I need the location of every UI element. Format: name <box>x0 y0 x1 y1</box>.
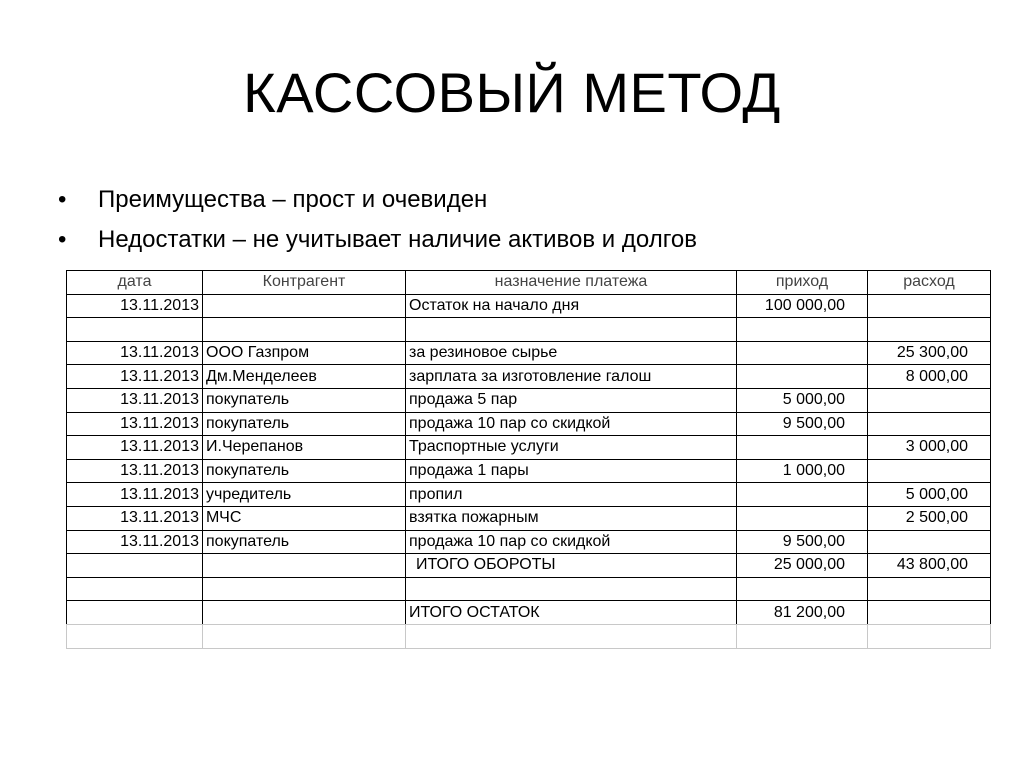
cell-income <box>737 506 868 530</box>
cell-expense <box>868 530 991 554</box>
cell-expense <box>868 412 991 436</box>
cell-income <box>737 341 868 365</box>
cell-expense <box>868 624 991 648</box>
cell-income: 100 000,00 <box>737 294 868 318</box>
table-row <box>67 506 991 530</box>
cell-income: 9 500,00 <box>737 530 868 554</box>
cell-purpose: продажа 5 пар <box>406 388 737 412</box>
table-row <box>67 459 991 483</box>
slide-title: КАССОВЫЙ МЕТОД <box>243 61 781 124</box>
cell-purpose: продажа 10 пар со скидкой <box>406 530 737 554</box>
cell-counterparty: ООО Газпром <box>203 341 406 365</box>
header-counterparty: Контрагент <box>203 271 406 295</box>
cell-income <box>737 577 868 601</box>
cell-date: 13.11.2013 <box>67 388 203 412</box>
cell-date <box>67 624 203 648</box>
cell-counterparty <box>203 577 406 601</box>
cell-date <box>67 577 203 601</box>
cell-date <box>67 601 203 625</box>
bullet-disadvantages <box>58 220 697 260</box>
cell-income: 1 000,00 <box>737 459 868 483</box>
cell-expense <box>868 577 991 601</box>
header-date: дата <box>67 271 203 295</box>
cell-purpose: продажа 10 пар со скидкой <box>406 412 737 436</box>
cell-purpose: пропил <box>406 483 737 507</box>
cell-expense <box>868 388 991 412</box>
cell-counterparty: И.Черепанов <box>203 436 406 460</box>
cell-date: 13.11.2013 <box>67 506 203 530</box>
cell-expense: 8 000,00 <box>868 365 991 389</box>
cell-income <box>737 436 868 460</box>
bullet-dot-icon: • <box>58 226 67 253</box>
cell-expense: 25 300,00 <box>868 341 991 365</box>
cell-counterparty <box>203 294 406 318</box>
header-income: приход <box>737 271 868 295</box>
cell-counterparty: покупатель <box>203 459 406 483</box>
bullet-advantages <box>58 180 697 220</box>
table-header-row <box>67 271 991 295</box>
cell-income <box>737 365 868 389</box>
cash-ledger-table <box>66 270 991 649</box>
bullet-dot-icon: • <box>58 186 67 213</box>
table-row <box>67 554 991 578</box>
cell-expense: 5 000,00 <box>868 483 991 507</box>
cell-counterparty: покупатель <box>203 412 406 436</box>
table-row <box>67 318 991 342</box>
cell-counterparty <box>203 318 406 342</box>
cell-purpose: продажа 1 пары <box>406 459 737 483</box>
cell-expense <box>868 459 991 483</box>
cell-purpose: зарплата за изготовление галош <box>406 365 737 389</box>
cell-counterparty: покупатель <box>203 530 406 554</box>
cell-date: 13.11.2013 <box>67 412 203 436</box>
cell-income: 81 200,00 <box>737 601 868 625</box>
cell-purpose: ИТОГО ОСТАТОК <box>406 601 737 625</box>
cell-purpose: за резиновое сырье <box>406 341 737 365</box>
cell-counterparty: МЧС <box>203 506 406 530</box>
bullet-advantages-text: Преимущества – прост и очевиден <box>98 186 488 213</box>
cell-income: 9 500,00 <box>737 412 868 436</box>
header-purpose: назначение платежа <box>406 271 737 295</box>
cell-counterparty <box>203 601 406 625</box>
table-row <box>67 624 991 648</box>
table-row <box>67 530 991 554</box>
table-row <box>67 577 991 601</box>
cell-purpose: Остаток на начало дня <box>406 294 737 318</box>
cell-expense <box>868 601 991 625</box>
cell-income <box>737 624 868 648</box>
bullet-list <box>58 180 697 260</box>
cell-purpose: взятка пожарным <box>406 506 737 530</box>
cell-income: 5 000,00 <box>737 388 868 412</box>
cell-purpose <box>406 624 737 648</box>
cell-counterparty: учредитель <box>203 483 406 507</box>
table-row <box>67 294 991 318</box>
table-row <box>67 601 991 625</box>
cell-expense: 3 000,00 <box>868 436 991 460</box>
cell-counterparty <box>203 554 406 578</box>
cell-purpose <box>406 577 737 601</box>
table-row <box>67 388 991 412</box>
cell-counterparty: покупатель <box>203 388 406 412</box>
table-row <box>67 365 991 389</box>
cell-date <box>67 318 203 342</box>
cell-date: 13.11.2013 <box>67 341 203 365</box>
header-expense: расход <box>868 271 991 295</box>
table-row <box>67 436 991 460</box>
cell-income <box>737 483 868 507</box>
table-row <box>67 483 991 507</box>
cell-expense <box>868 318 991 342</box>
cell-expense <box>868 294 991 318</box>
cell-expense: 2 500,00 <box>868 506 991 530</box>
table-row <box>67 341 991 365</box>
cell-date: 13.11.2013 <box>67 459 203 483</box>
cell-counterparty <box>203 624 406 648</box>
cell-purpose: ИТОГО ОБОРОТЫ <box>406 554 737 578</box>
table-row <box>67 412 991 436</box>
cell-counterparty: Дм.Менделеев <box>203 365 406 389</box>
cell-income <box>737 318 868 342</box>
cell-date: 13.11.2013 <box>67 530 203 554</box>
cell-date: 13.11.2013 <box>67 294 203 318</box>
cell-purpose <box>406 318 737 342</box>
cell-date: 13.11.2013 <box>67 483 203 507</box>
cell-purpose: Траспортные услуги <box>406 436 737 460</box>
cell-expense: 43 800,00 <box>868 554 991 578</box>
cell-date: 13.11.2013 <box>67 436 203 460</box>
cell-date: 13.11.2013 <box>67 365 203 389</box>
cell-income: 25 000,00 <box>737 554 868 578</box>
bullet-disadvantages-text: Недостатки – не учитывает наличие активов и долгов <box>98 226 698 253</box>
cell-date <box>67 554 203 578</box>
